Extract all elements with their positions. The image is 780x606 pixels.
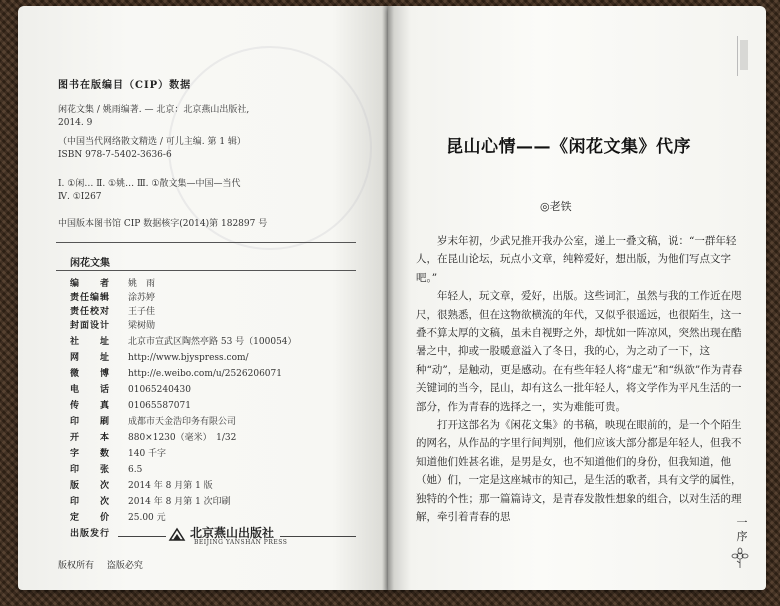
paragraph: 打开这部名为《闲花文集》的书稿，映现在眼前的，是一个个陌生的网名，从作品的字里行间判别，他们应该大部分都是年轻人，但我不知道他们姓甚名谁，是男是女，也不知道他们的身份，但我知道，他（她）们，一定是这座城市的知己，是生活的歌者，具有文学的属性，独特的个性；那一篇篇诗文，是青春发散性想象的组合，以对生活的理解，牵引着青春的思 (416, 419, 742, 524)
paragraph: 年轻人，玩文章，爱好，出版。这些词汇，虽然与我的工作近在咫尺，很熟悉，但在这物欲横流的年代，又似乎很遥远，也很陌生，这一叠不算太厚的文稿，虽未自视野之外，却忧如一阵凉风，突然出现在酷暑之中，抑或一股暖意溢入了冬日，我的心，为之动了一下，这种“动”，是触动，更是感动。在有些年轻人将“虚无”和“纵欲”作为青春关键词的当今，昆山，却有这么一批年轻人，将文学作为平凡生活的一部分，作为青春的选择之一，实为难能可贵。 (416, 290, 743, 413)
cip-line: 2014. 9 (58, 118, 93, 128)
cip-record-number: 中国版本图书馆 CIP 数据核字(2014)第 182897 号 (58, 219, 268, 229)
preface-body (416, 232, 746, 527)
info-row-cover-design: 封面设计 梁树勋 (70, 321, 156, 331)
preface-page (388, 6, 766, 590)
copyright-page (18, 6, 388, 590)
info-row-price: 定 价 25.00 元 (70, 513, 166, 523)
info-row-printer: 印 刷 成都市天金浩印务有限公司 (70, 417, 237, 427)
info-row-printing: 印 次 2014 年 8 月第 1 次印刷 (70, 497, 231, 507)
info-row-print-sheets: 印 张 6.5 (70, 465, 143, 475)
book-gutter (382, 6, 394, 590)
page-marker: 一 序 (736, 516, 748, 543)
cip-title: 图书在版编目（CIP）数据 (58, 80, 192, 91)
info-row-proofreader: 责任校对 王子佳 (70, 307, 156, 317)
book-name: 闲花文集 (70, 258, 110, 269)
info-row-responsible-editor: 责任编辑 涂苏婷 (70, 293, 156, 303)
info-row-edition: 版 次 2014 年 8 月第 1 版 (70, 481, 213, 491)
publisher-name: 北京燕山出版社 (190, 526, 275, 540)
info-row-address: 社 址 北京市宣武区陶然亭路 53 号（100054） (70, 337, 297, 347)
rights-text: 版权所有 (58, 561, 95, 571)
cip-classification: Ⅳ. ①I267 (58, 192, 102, 202)
preface-author: ◎老铁 (540, 200, 572, 213)
info-row-format: 开 本 880×1230（毫米） 1/32 (70, 433, 237, 443)
cip-isbn: ISBN 978-7-5402-3636-6 (58, 150, 172, 160)
info-row-editor: 编 者 姚 雨 (70, 279, 156, 289)
publisher-rule (280, 536, 356, 537)
cip-line: （中国当代网络散文精选 / 可儿主编. 第 1 辑） (58, 137, 246, 147)
rights-text: 盗版必究 (106, 561, 143, 571)
info-row-website: 网 址 http://www.bjyspress.com/ (70, 353, 249, 363)
divider (56, 242, 356, 243)
rights-notice (58, 558, 153, 571)
info-row-fax: 传 真 01065587071 (70, 401, 191, 411)
divider (56, 270, 356, 271)
cip-classification: Ⅰ. ①闲… Ⅱ. ①姚… Ⅲ. ①散文集—中国—当代 (58, 179, 241, 189)
info-row-weibo: 微 博 http://e.weibo.com/u/2526206071 (70, 369, 282, 379)
publisher-english-name: BEIJING YANSHAN PRESS (194, 539, 288, 546)
flower-ornament-icon (728, 546, 752, 570)
info-row-publisher: 出版发行 (70, 529, 111, 539)
paragraph: 岁末年初，少武兄推开我办公室，递上一叠文稿，说：“一群年轻人，在昆山论坛，玩点小文章，纯粹爱好，想出版，为他们写点文字吧。” (416, 235, 737, 284)
publisher-bar (56, 524, 356, 548)
preface-title: 昆山心情——《闲花文集》代序 (446, 137, 691, 157)
open-book (18, 6, 766, 590)
cip-line: 闲花文集 / 姚雨编著. — 北京：北京燕山出版社, (58, 105, 250, 115)
info-row-word-count: 字 数 140 千字 (70, 449, 167, 459)
page-edge-tab (737, 36, 752, 76)
info-row-phone: 电 话 01065240430 (70, 385, 191, 395)
publisher-logo-icon (168, 526, 186, 544)
publisher-rule (118, 536, 166, 537)
